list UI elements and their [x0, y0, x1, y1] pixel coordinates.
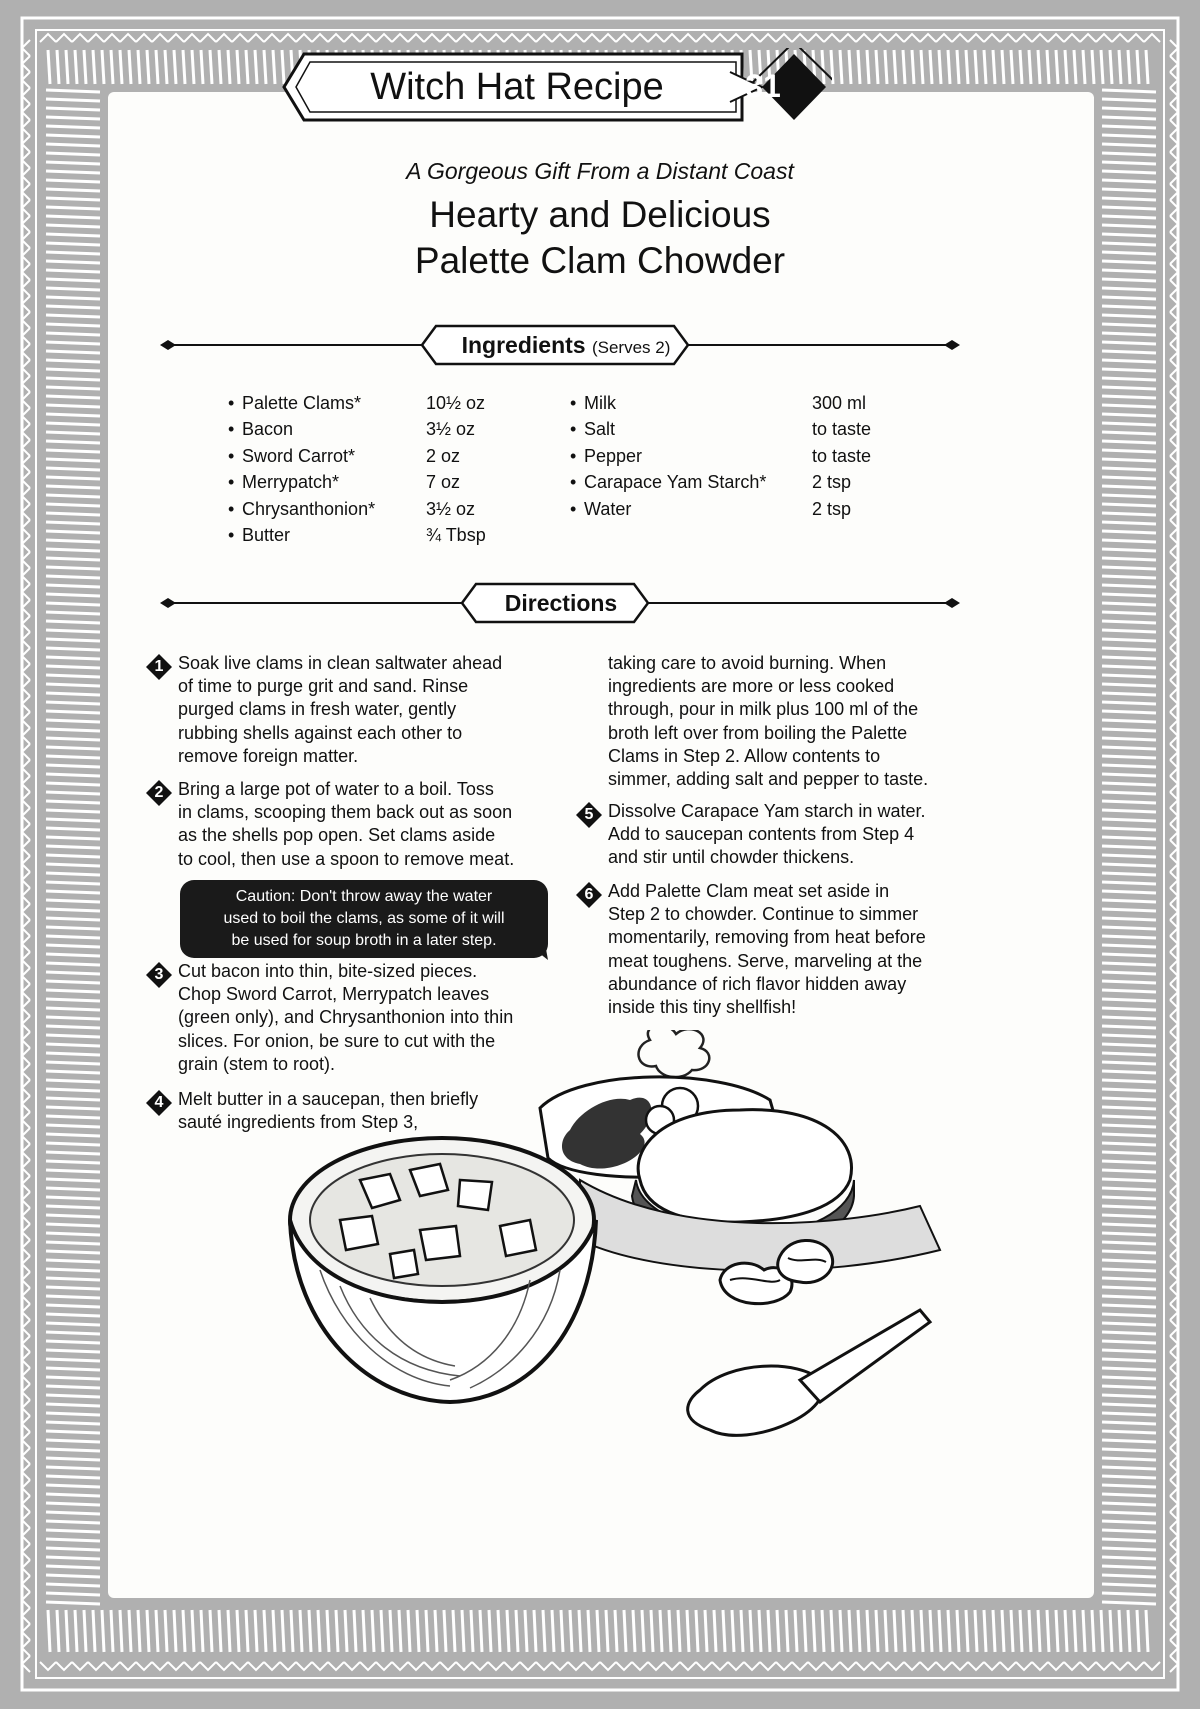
step-number-badge	[146, 654, 172, 680]
caution-line: Caution: Don't throw away the water	[235, 888, 493, 905]
ingredient-row	[228, 496, 528, 522]
direction-line: in clams, scooping them back out as soon	[178, 802, 513, 823]
ingredient-amount: 2 tsp	[812, 472, 852, 493]
ingredient-row	[570, 443, 910, 469]
bread-slice-icon	[638, 1110, 851, 1222]
bullet-icon: •	[570, 472, 577, 493]
step-number: 4	[154, 1094, 164, 1111]
ingredient-amount: 2 tsp	[812, 498, 852, 519]
direction-line: Dissolve Carapace Yam starch in water.	[608, 801, 926, 821]
direction-line: abundance of rich flavor hidden away	[608, 973, 907, 994]
direction-step	[178, 778, 568, 871]
direction-line: Chop Sword Carrot, Merrypatch leaves	[178, 984, 490, 1005]
bullet-icon: •	[228, 525, 235, 546]
bullet-icon: •	[228, 445, 235, 466]
direction-step	[608, 800, 998, 870]
step-number-badge	[146, 780, 172, 806]
serves-label: (Serves 2)	[591, 338, 671, 357]
ingredient-row	[570, 496, 910, 522]
ingredient-name: Carapace Yam Starch*	[584, 472, 767, 493]
ingredient-name: Butter	[242, 525, 291, 546]
direction-step	[608, 652, 998, 791]
caution-note	[180, 880, 548, 958]
direction-line: grain (stem to root).	[178, 1053, 336, 1074]
ingredient-name: Water	[584, 498, 632, 519]
direction-line: broth left over from boiling the Palette	[608, 722, 908, 743]
bullet-icon: •	[228, 472, 235, 493]
ingredient-row	[570, 390, 910, 416]
caution-line: be used for soup broth in a later step.	[231, 932, 497, 949]
directions-heading: Directions	[504, 590, 618, 616]
step-number: 3	[154, 966, 164, 983]
direction-line: simmer, adding salt and pepper to taste.	[608, 769, 929, 790]
direction-line: Add to saucepan contents from Step 4	[608, 824, 915, 845]
bullet-icon: •	[570, 498, 577, 519]
direction-line: and stir until chowder thickens.	[608, 847, 855, 868]
ingredient-amount: 7 oz	[426, 472, 461, 493]
direction-line: ingredients are more or less cooked	[608, 676, 895, 697]
wooden-spoon-icon	[688, 1366, 823, 1435]
bullet-icon: •	[228, 393, 235, 413]
direction-line: Cut bacon into thin, bite-sized pieces.	[178, 961, 478, 981]
ingredient-row	[570, 469, 910, 495]
ingredient-row	[570, 416, 910, 442]
series-title: Witch Hat Recipe	[370, 66, 664, 108]
ingredient-name: Pepper	[584, 445, 643, 466]
direction-line: sauté ingredients from Step 3,	[178, 1112, 419, 1133]
step-number-badge	[146, 962, 172, 988]
direction-line: Add Palette Clam meat set aside in	[608, 881, 890, 901]
direction-line: to cool, then use a spoon to remove meat.	[178, 848, 515, 869]
direction-line: slices. For onion, be sure to cut with the	[178, 1030, 496, 1051]
ingredients-heading-label: Ingredients	[461, 332, 586, 358]
ingredients-heading	[436, 326, 696, 367]
ingredient-name: Milk	[584, 393, 616, 413]
direction-line: as the shells pop open. Set clams aside	[178, 825, 496, 846]
recipe-title	[150, 192, 1050, 284]
ingredient-row	[228, 469, 528, 495]
direction-line: momentarily, removing from heat before	[608, 927, 926, 948]
recipe-title-line1: Hearty and Delicious	[429, 194, 771, 235]
direction-line: taking care to avoid burning. When	[608, 653, 887, 673]
recipe-number-badge: 31	[745, 68, 781, 104]
direction-line: Melt butter in a saucepan, then briefly	[178, 1089, 479, 1109]
ingredient-row	[228, 522, 528, 548]
recipe-subtitle: A Gorgeous Gift From a Distant Coast	[406, 158, 794, 184]
ingredients-left-list	[228, 390, 528, 548]
step-number: 5	[584, 806, 594, 823]
bullet-icon: •	[570, 393, 577, 413]
chowder-illustration	[280, 1030, 1000, 1590]
ingredient-name: Merrypatch*	[242, 472, 340, 493]
ingredient-name: Palette Clams*	[242, 393, 362, 413]
bullet-icon: •	[570, 445, 577, 466]
direction-line: inside this tiny shellfish!	[608, 997, 797, 1018]
direction-line: (green only), and Chrysanthonion into thin	[178, 1007, 514, 1028]
ingredient-amount: 2 oz	[426, 445, 461, 466]
ingredient-name: Sword Carrot*	[242, 445, 356, 466]
direction-step	[178, 652, 568, 768]
step-number: 2	[154, 784, 164, 801]
direction-line: Soak live clams in clean saltwater ahead	[178, 653, 503, 673]
ingredients-right-list	[570, 390, 910, 522]
ingredient-amount: to taste	[812, 419, 872, 440]
ingredient-amount: 3½ oz	[426, 498, 476, 519]
ingredient-row	[228, 390, 528, 416]
ingredient-row	[228, 443, 528, 469]
step-number: 6	[584, 886, 594, 903]
ingredient-row	[228, 416, 528, 442]
ingredient-amount: ¾ Tbsp	[426, 525, 486, 546]
direction-line: through, pour in milk plus 100 ml of the	[608, 699, 919, 720]
ingredient-name: Chrysanthonion*	[242, 498, 376, 519]
bullet-icon: •	[228, 419, 235, 440]
ingredient-amount: to taste	[812, 445, 872, 466]
ingredient-amount: 3½ oz	[426, 419, 476, 440]
ingredient-name: Bacon	[242, 419, 294, 440]
step-number-badge	[576, 882, 602, 908]
direction-step	[608, 880, 998, 1019]
caution-tail-icon	[520, 938, 550, 964]
bullet-icon: •	[570, 419, 577, 440]
step-number: 1	[154, 658, 164, 675]
direction-line: of time to purge grit and sand. Rinse	[178, 676, 469, 697]
direction-line: Clams in Step 2. Allow contents to	[608, 745, 881, 766]
direction-line: remove foreign matter.	[178, 745, 359, 766]
direction-line: rubbing shells against each other to	[178, 722, 463, 743]
ingredient-name: Salt	[584, 419, 616, 440]
direction-line: purged clams in fresh water, gently	[178, 699, 457, 720]
direction-line: meat toughens. Serve, marveling at the	[608, 950, 923, 971]
direction-line: Bring a large pot of water to a boil. Toss	[178, 779, 494, 799]
ingredient-amount: 10½ oz	[426, 393, 486, 413]
ingredient-amount: 300 ml	[812, 393, 867, 413]
caution-line: used to boil the clams, as some of it will	[223, 910, 505, 927]
bullet-icon: •	[228, 498, 235, 519]
step-number-badge	[576, 802, 602, 828]
steam-icon	[639, 1030, 710, 1077]
direction-line: Step 2 to chowder. Continue to simmer	[608, 904, 919, 925]
step-number-badge	[146, 1090, 172, 1116]
recipe-title-line2: Palette Clam Chowder	[414, 240, 786, 281]
